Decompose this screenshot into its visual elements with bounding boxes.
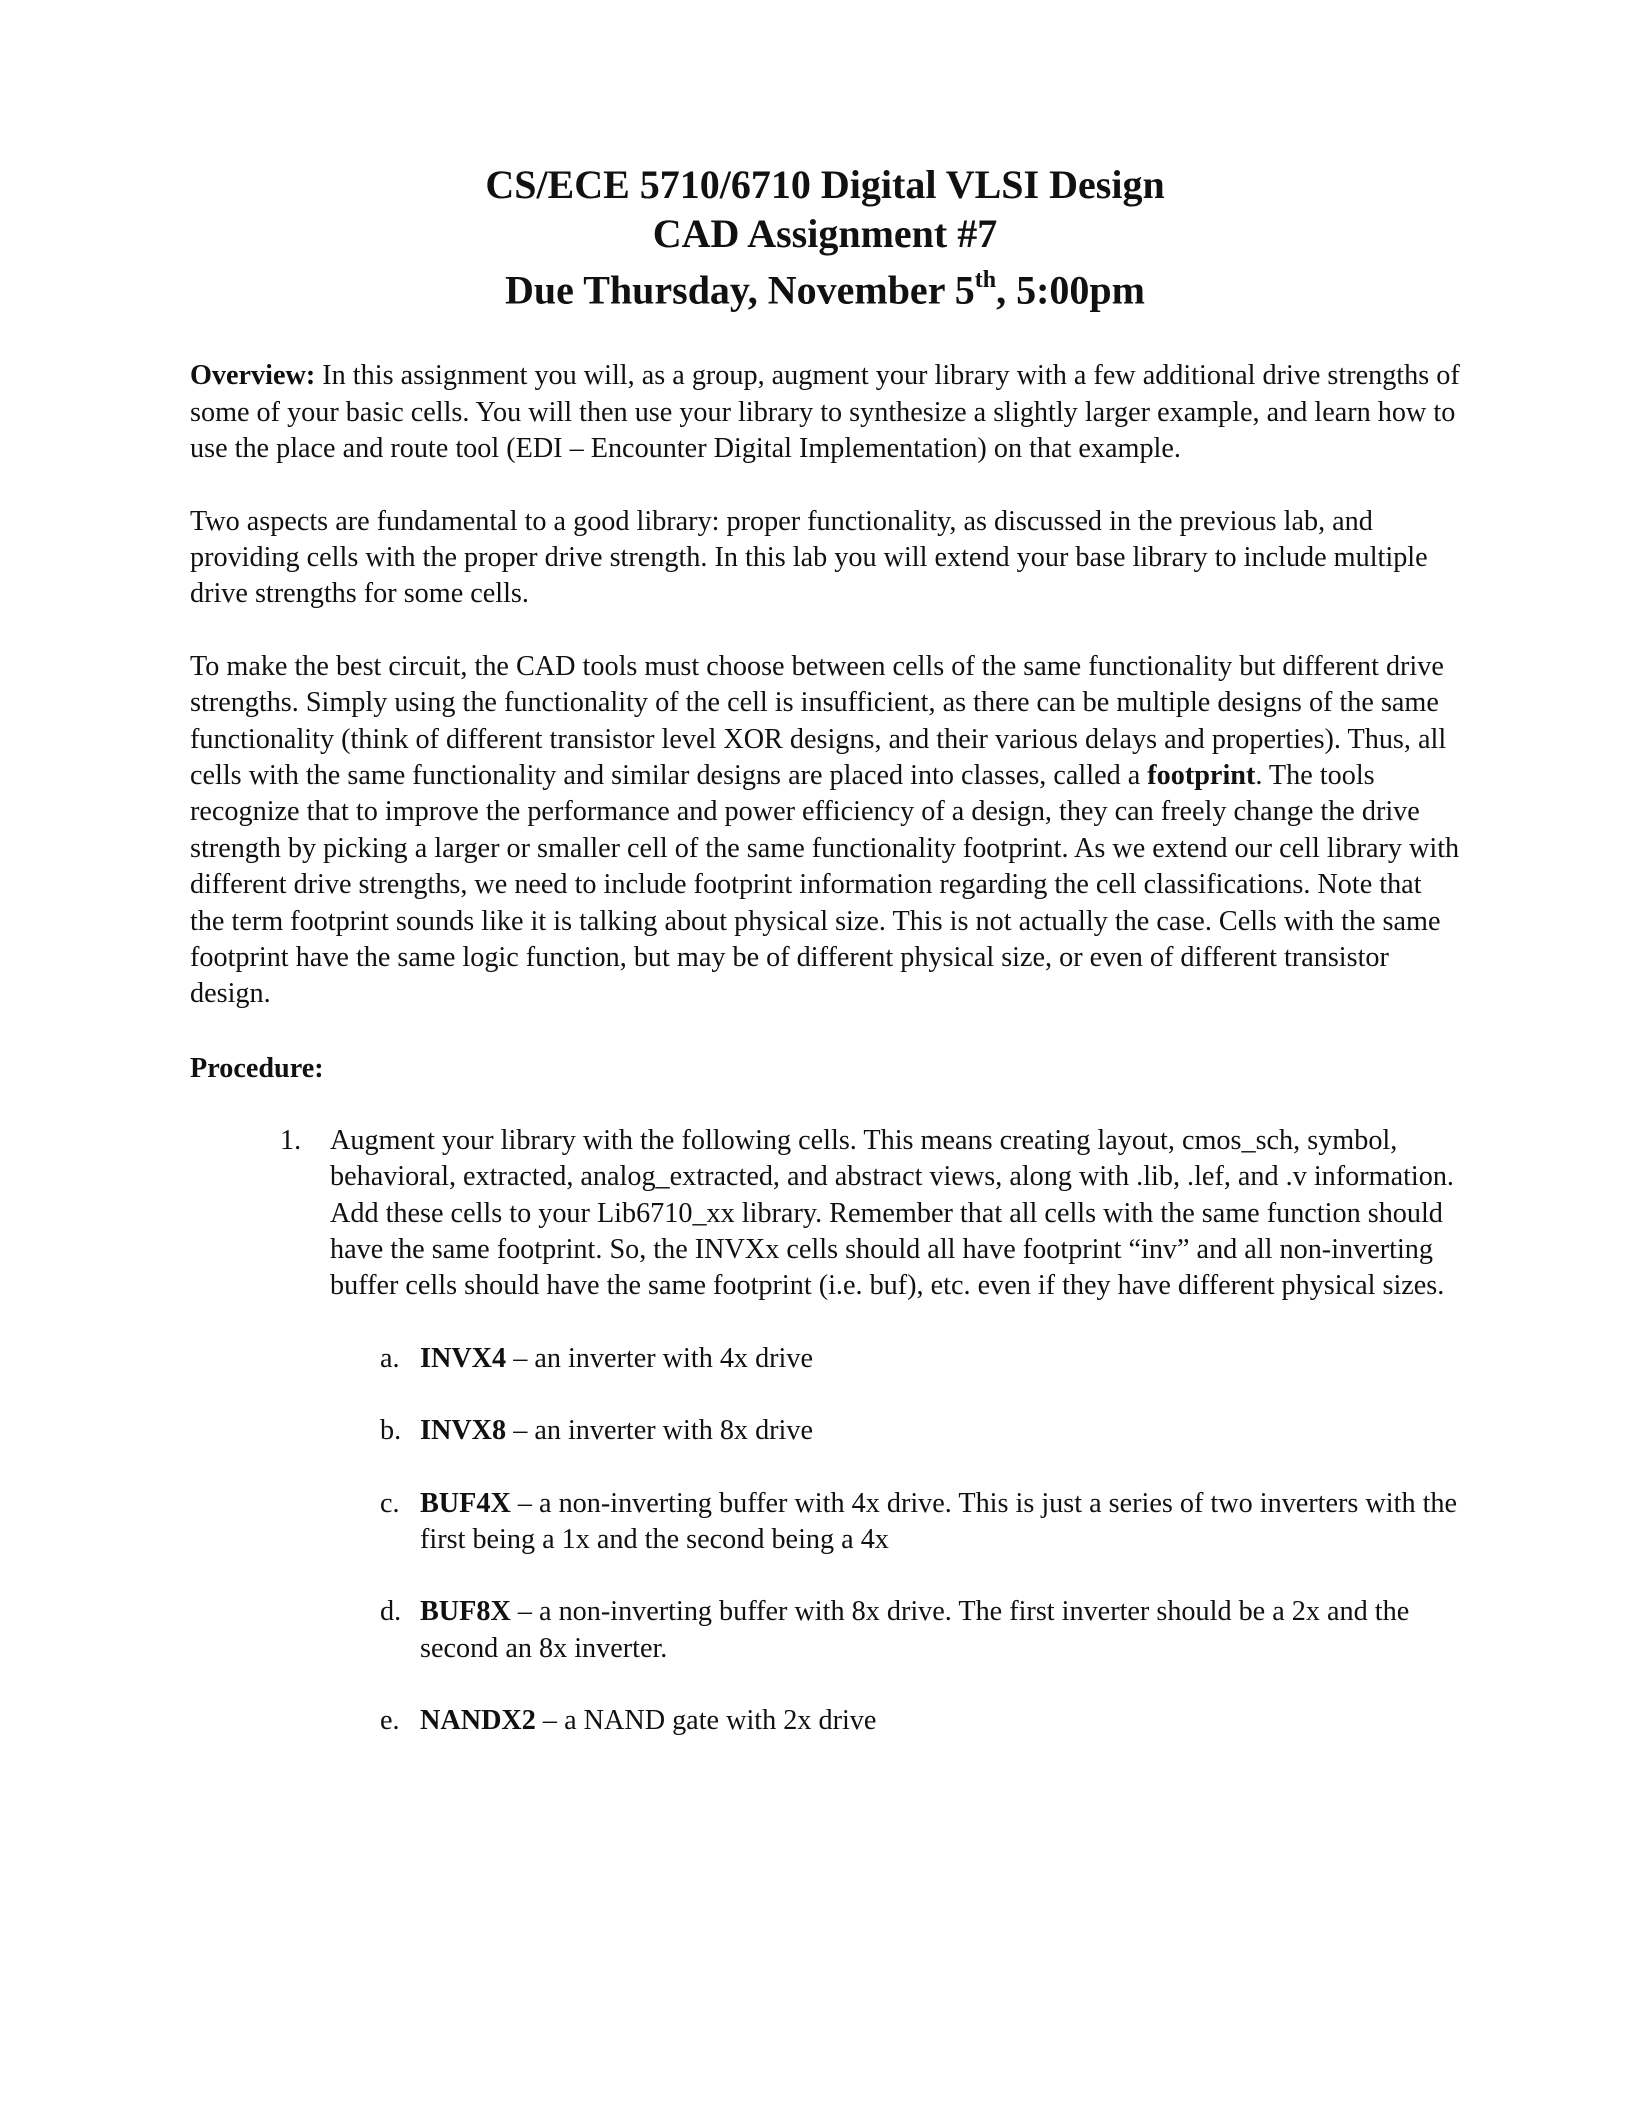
step-text: Augment your library with the following cells. This means creating layout, cmos_sch, symbol, behavioral, extracted, analog_extracted, and abstract views, along with .lib, .lef, and .v information. Add these cells to your Lib6710_xx library. Remember that all cells with the same function should have the same footprint. So, the INVXx cells should all have footprint “inv” and all non-inverting buffer cells should have the same footprint (i.e. buf), etc. even if they have different physical sizes. [330,1124,1454,1302]
footprint-text-after: . The tools recognize that to improve the performance and power efficiency of a design, they can freely change the drive strength by picking a larger or smaller cell of the same functionality footprint. As we extend our cell library with different drive strengths, we need to include footprint information regarding the cell classifications. Note that the term footprint sounds like it is talking about physical size. This is not actually the case. Cells with the same footprint have the same logic function, but may be of different physical size, or even of different transistor design. [190,759,1460,1010]
list-marker: e. [380,1705,400,1737]
cell-list [190,1341,1460,1740]
list-marker: c. [380,1487,400,1519]
list-marker: a. [380,1342,400,1374]
cell-description: – an inverter with 8x drive [506,1415,813,1447]
overview-paragraph [190,358,1460,467]
cell-name: INVX4 [420,1342,507,1374]
due-date-suffix: , 5:00pm [996,267,1145,313]
cell-description: – a non-inverting buffer with 8x drive. The first inverter should be a 2x and the second an 8x inverter. [420,1596,1410,1664]
procedure-heading: Procedure: [190,1052,324,1084]
footprint-text-before: To make the best circuit, the CAD tools must choose between cells of the same functionality but different drive strengths. Simply using the functionality of the cell is insufficient, as there can be multiple designs of the same functionality (think of different transistor level XOR designs, and their various delays and properties). Thus, all cells with the same functionality and similar designs are placed into classes, called a [190,650,1447,791]
list-item [380,1486,1460,1559]
assignment-title: CAD Assignment #7 [652,211,998,256]
step-number: 1. [280,1124,302,1156]
list-marker: b. [380,1415,402,1447]
cell-name: INVX8 [420,1415,507,1447]
library-aspects-paragraph: Two aspects are fundamental to a good library: proper functionality, as discussed in the previous lab, and providing cells with the proper drive strength. In this lab you will extend your base library to include multiple drive strengths for some cells. [190,505,1428,610]
cell-description: – an inverter with 4x drive [506,1342,813,1374]
cell-name: BUF8X [420,1596,511,1628]
course-title: CS/ECE 5710/6710 Digital VLSI Design [485,162,1165,207]
procedure-steps [190,1123,1460,1305]
footprint-term: footprint [1147,759,1256,791]
cell-name: NANDX2 [420,1705,536,1737]
list-item [380,1594,1460,1667]
cell-description: – a non-inverting buffer with 4x drive. This is just a series of two inverters with the first being a 1x and the second being a 4x [420,1487,1458,1556]
list-item [380,1413,1460,1449]
document-page [190,150,1460,1776]
overview-label: Overview: [190,360,316,392]
due-date [190,258,1460,314]
cell-name: BUF4X [420,1487,511,1519]
due-date-superscript: th [974,267,997,293]
procedure-step [280,1123,1460,1305]
footprint-paragraph [190,649,1460,1013]
cell-description: – a NAND gate with 2x drive [535,1705,877,1737]
due-date-prefix: Due Thursday, November 5 [505,267,975,313]
list-item [380,1341,1460,1377]
document-header [190,160,1460,314]
list-marker: d. [380,1596,402,1628]
overview-text: In this assignment you will, as a group, augment your library with a few additional drive strengths of some of your basic cells. You will then use your library to synthesize a slightly larger example, and learn how to use the place and route tool (EDI – Encounter Digital Implementation) on that example. [190,360,1460,465]
list-item [380,1703,1460,1739]
